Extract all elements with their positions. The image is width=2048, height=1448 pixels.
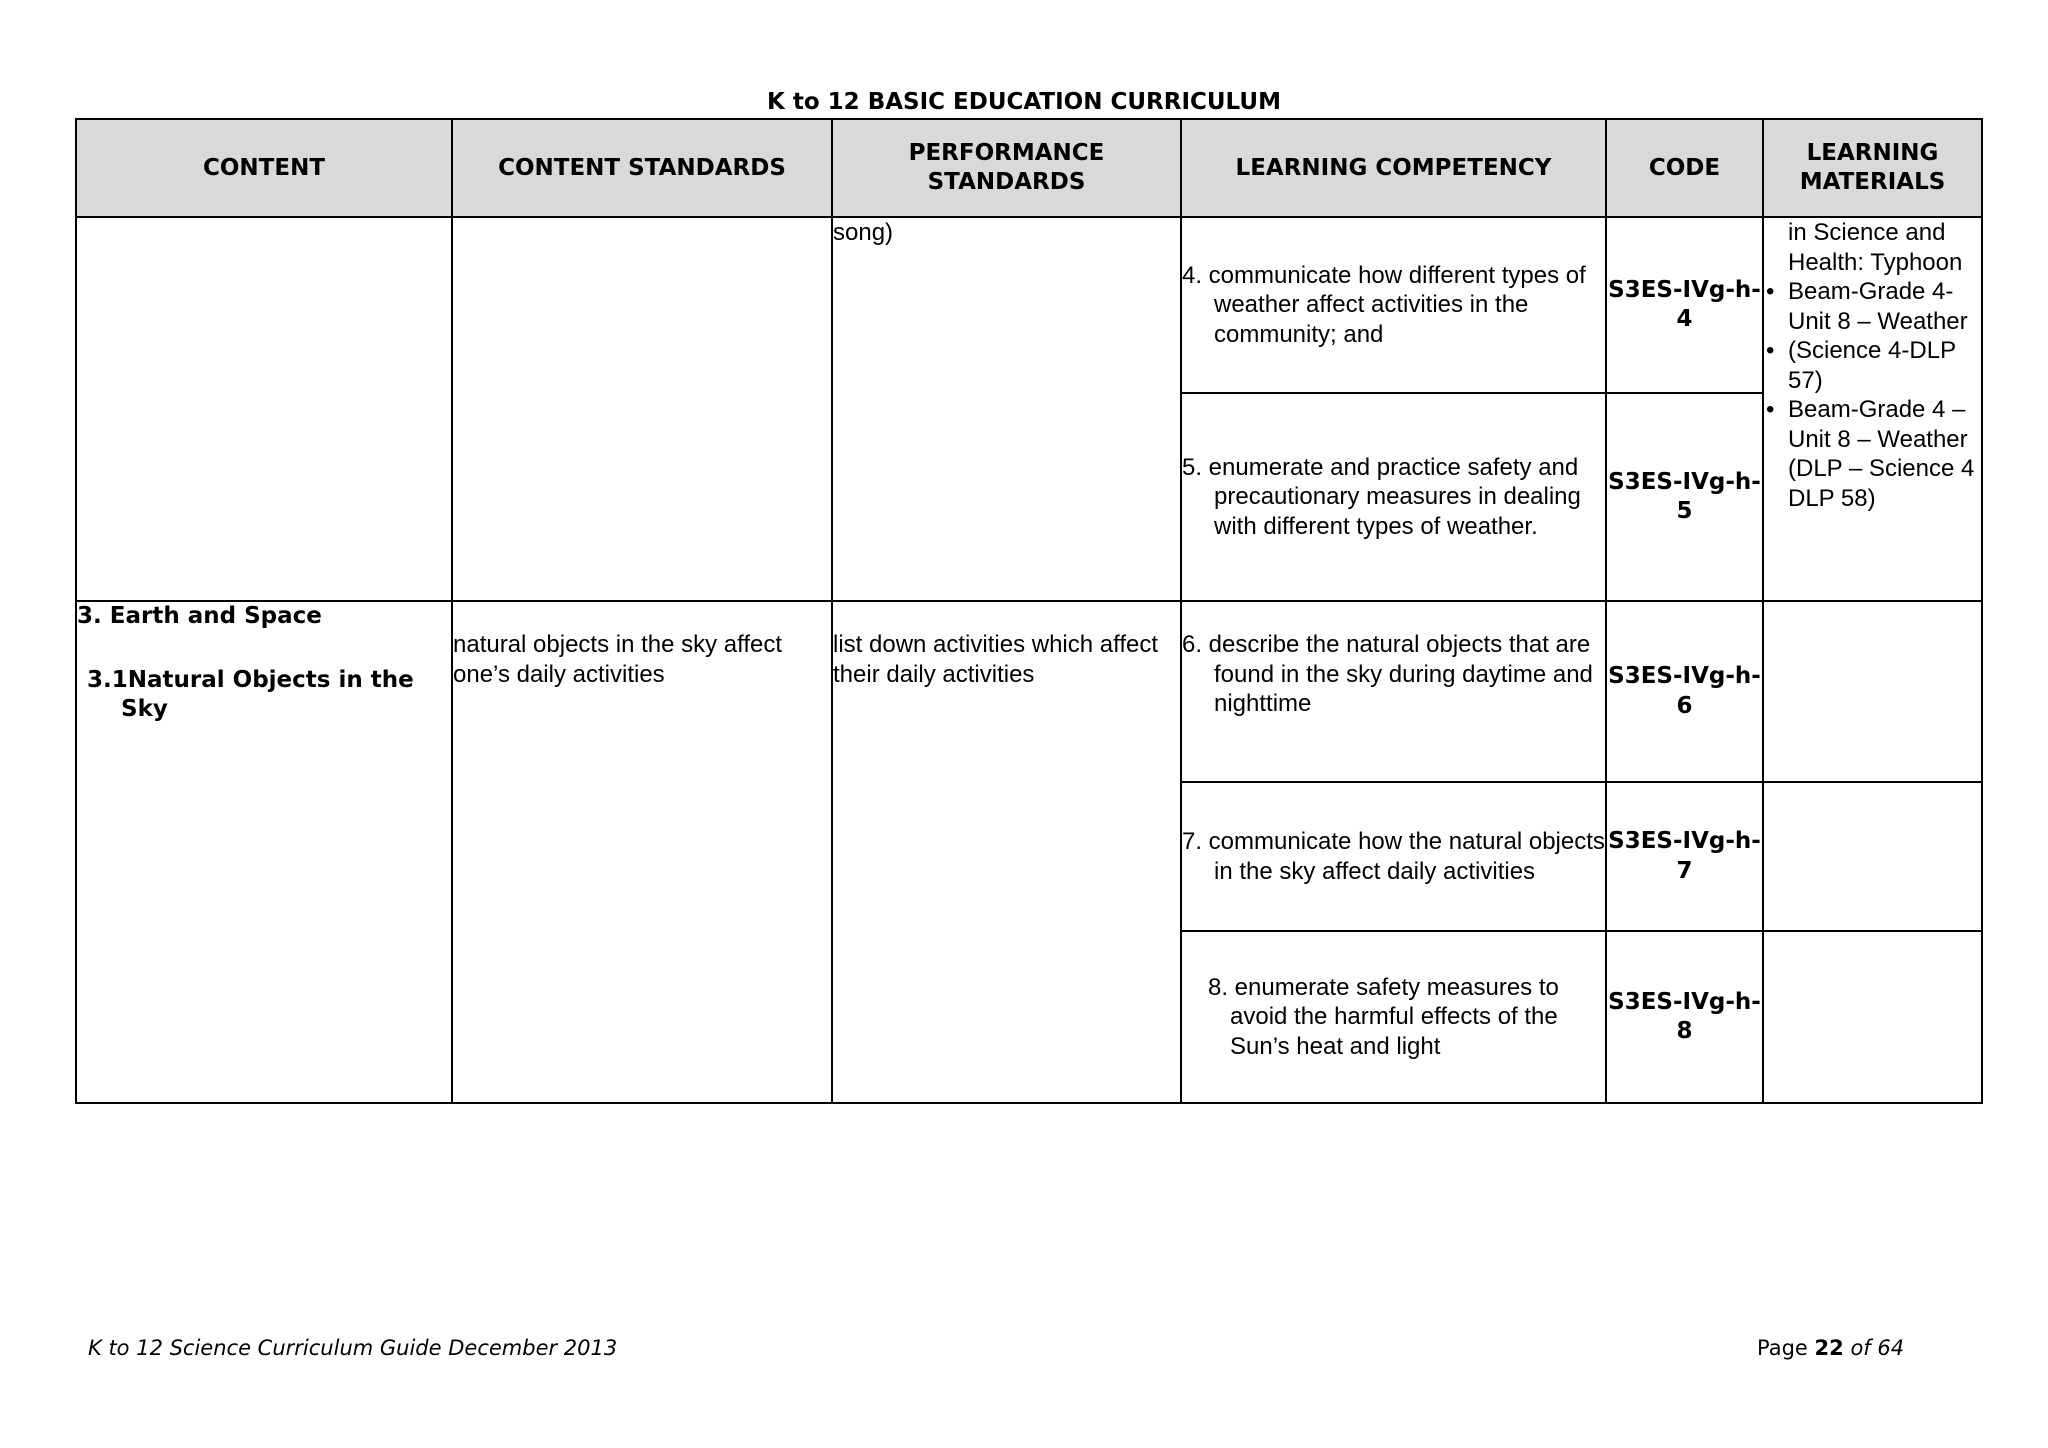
- table-row: [76, 217, 1982, 393]
- learning-materials-cell-empty: [1763, 601, 1982, 782]
- competency-text: 8. enumerate safety measures to avoid the harmful effects of the Sun’s heat and light: [1208, 973, 1559, 1060]
- performance-standards-cell: [832, 601, 1181, 1103]
- content-standards-cell-empty: [452, 217, 832, 601]
- performance-standards-text: list down activities which affect their daily activities: [833, 631, 1159, 688]
- content-cell-empty: [76, 217, 452, 601]
- learning-material-item: • (Science 4-DLP 57): [1764, 336, 1981, 395]
- content-standards-cell: [452, 601, 832, 1103]
- page-label: Page: [1757, 1336, 1808, 1360]
- header-row: [76, 119, 1982, 217]
- learning-materials-cell: [1763, 217, 1982, 601]
- learning-materials-list: [1764, 218, 1981, 513]
- code-cell: S3ES-IVg-h-4: [1606, 217, 1763, 393]
- footer-guide-title: K to 12 Science Curriculum Guide December 2013: [88, 1336, 618, 1360]
- learning-materials-cell-empty: [1763, 931, 1982, 1103]
- content-title: 3. Earth and Space: [77, 603, 322, 629]
- competency-cell: [1181, 931, 1606, 1103]
- learning-material-item: • Beam-Grade 4 – Unit 8 – Weather (DLP – Science 4 DLP 58): [1764, 395, 1981, 513]
- performance-standards-text: song): [833, 219, 894, 246]
- header-code: CODE: [1606, 119, 1763, 217]
- competency-cell: [1181, 782, 1606, 931]
- learning-materials-cell-empty: [1763, 782, 1982, 931]
- content-cell: [76, 601, 452, 1103]
- code-cell: S3ES-IVg-h-5: [1606, 393, 1763, 601]
- performance-standards-cell: [832, 217, 1181, 601]
- learning-material-item: • Beam-Grade 4-Unit 8 – Weather: [1764, 277, 1981, 336]
- footer-page-number: [1757, 1336, 1904, 1360]
- header-content-standards: CONTENT STANDARDS: [452, 119, 832, 217]
- page-number: 22: [1814, 1336, 1844, 1360]
- header-content: CONTENT: [76, 119, 452, 217]
- code-cell: S3ES-IVg-h-7: [1606, 782, 1763, 931]
- competency-cell: [1181, 601, 1606, 782]
- content-subtopic: 3.1Natural Objects in the Sky: [87, 666, 414, 722]
- header-learning-materials: LEARNING MATERIALS: [1763, 119, 1982, 217]
- document-title: K to 12 BASIC EDUCATION CURRICULUM: [767, 89, 1281, 115]
- learning-material-item: in Science and Health: Typhoon: [1788, 219, 1963, 276]
- competency-cell: [1181, 217, 1606, 393]
- competency-text: 5. enumerate and practice safety and precautionary measures in dealing with different types of weather.: [1182, 453, 1581, 540]
- competency-text: 6. describe the natural objects that are found in the sky during daytime and nighttime: [1182, 631, 1593, 717]
- code-cell: S3ES-IVg-h-6: [1606, 601, 1763, 782]
- page-total: of 64: [1850, 1336, 1905, 1360]
- header-performance-standards: PERFORMANCE STANDARDS: [832, 119, 1181, 217]
- competency-text: 4. communicate how different types of weather affect activities in the community; and: [1182, 261, 1586, 348]
- code-cell: S3ES-IVg-h-8: [1606, 931, 1763, 1103]
- curriculum-table: [75, 118, 1983, 1104]
- table-row: [76, 601, 1982, 782]
- competency-cell: [1181, 393, 1606, 601]
- content-standards-text: natural objects in the sky affect one’s daily activities: [453, 631, 783, 688]
- header-learning-competency: LEARNING COMPETENCY: [1181, 119, 1606, 217]
- competency-text: 7. communicate how the natural objects in the sky affect daily activities: [1182, 828, 1605, 885]
